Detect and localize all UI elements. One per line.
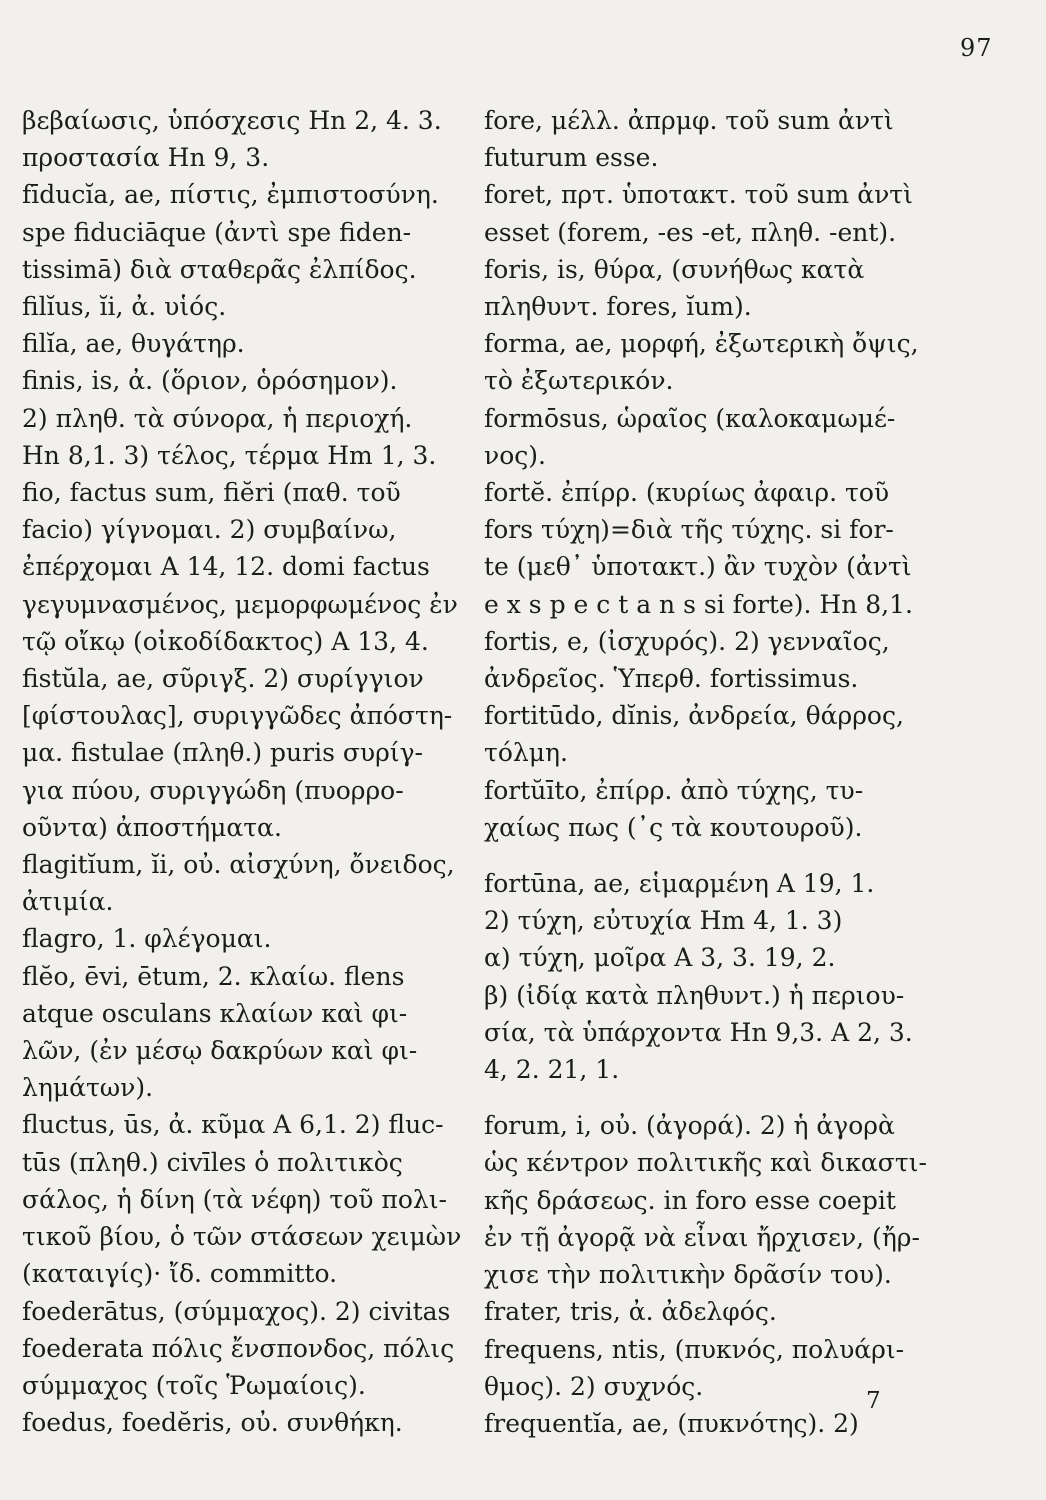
- text-line: filĭus, ĭi, ἀ. υἱός.: [22, 292, 227, 322]
- text-line: formōsus, ὡραῖος (καλοκαμωμέ-: [484, 403, 896, 433]
- text-line: flĕo, ēvi, ētum, 2. κλαίω. flens: [22, 961, 405, 991]
- text-line: frequens, ntis, (πυκνός, πολυάρι-: [484, 1334, 905, 1364]
- right-column: [484, 102, 927, 1442]
- text-line: fīducĭa, ae, πίστις, ἐμπιστοσύνη.: [22, 180, 439, 210]
- text-line: σάλος, ἡ δίνη (τὰ νέφη) τοῦ πολι-: [22, 1184, 447, 1214]
- text-line: frequentĭa, ae, (πυκνότης). 2): [484, 1408, 859, 1438]
- text-line: χαίως πως (᾽ς τὰ κουτουροῦ).: [484, 812, 863, 842]
- text-line: λῶν, (ἐν μέσῳ δακρύων καὶ φι-: [22, 1036, 418, 1066]
- text-line: τικοῦ βίου, ὁ τῶν στάσεων χειμὼν: [22, 1222, 462, 1252]
- text-line: βεβαίωσις, ὑπόσχεσις Hn 2, 4. 3.: [22, 106, 442, 135]
- line-gap: [484, 1088, 914, 1107]
- text-line: τῷ οἴκῳ (οἰκοδίδακτος) A 13, 4.: [22, 626, 429, 656]
- text-line: β) (ἰδίᾳ κατὰ πληθυντ.) ἡ περιου-: [484, 980, 905, 1010]
- text-line: fortŭīto, ἐπίρρ. ἀπὸ τύχης, τυ-: [484, 775, 864, 805]
- text-line: θμος). 2) συχνός.: [484, 1371, 704, 1401]
- text-line: esset (forem, -es -et, πληθ. -ent).: [484, 217, 897, 247]
- text-line: [φίστουλας], συριγγῶδες ἀπόστη-: [22, 701, 453, 731]
- text-line: filĭa, ae, θυγάτηρ.: [22, 329, 245, 359]
- text-line: fio, factus sum, fiĕri (παθ. τοῦ: [22, 478, 401, 508]
- text-line: προστασία Hn 9, 3.: [22, 143, 270, 173]
- text-line: tissimā) διὰ σταθερᾶς ἐλπίδος.: [22, 254, 417, 284]
- left-column: [22, 102, 460, 1441]
- line-gap: [484, 846, 914, 865]
- text-line: 2) πληθ. τὰ σύνορα, ἡ περιοχή.: [22, 403, 413, 433]
- text-line: fortĕ. ἐπίρρ. (κυρίως ἀφαιρ. τοῦ: [484, 478, 890, 508]
- text-line: 2) τύχη, εὐτυχία Hm 4, 1. 3): [484, 906, 843, 936]
- page-number: 97: [960, 34, 993, 62]
- text-line: οῦντα) ἀποστήματα.: [22, 812, 282, 842]
- text-line: te (μεθ᾽ ὑποτακτ.) ἂν τυχὸν (ἀντὶ: [484, 552, 912, 582]
- text-line: ἀτιμία.: [22, 887, 114, 917]
- text-line: spe fiduciāque (ἀντὶ spe fiden-: [22, 217, 412, 247]
- text-line: foret, πρτ. ὑποτακτ. τοῦ sum ἀντὶ: [484, 180, 913, 210]
- text-line: Hn 8,1. 3) τέλος, τέρμα Hm 1, 3.: [22, 440, 437, 470]
- text-line: forma, ae, μορφή, ἐξωτερικὴ ὄψις,: [484, 329, 919, 359]
- text-line: foris, is, θύρα, (συνήθως κατὰ: [484, 254, 865, 284]
- text-line: fore, μέλλ. ἀπρμφ. τοῦ sum ἀντὶ: [484, 106, 894, 135]
- text-line: ἐν τῇ ἀγορᾷ νὰ εἶναι ἤρχισεν, (ἤρ-: [484, 1222, 920, 1252]
- text-line: μα. fistulae (πληθ.) puris συρίγ-: [22, 738, 424, 768]
- text-line: flagro, 1. φλέγομαι.: [22, 924, 272, 954]
- text-line: facio) γίγνομαι. 2) συμβαίνω,: [22, 515, 397, 545]
- text-line: foederata πόλις ἔνσπονδος, πόλις: [22, 1333, 455, 1363]
- text-line: γεγυμνασμένος, μεμορφωμένος ἐν: [22, 589, 458, 619]
- text-line: 4, 2. 21, 1.: [484, 1055, 620, 1085]
- text-line: fluctus, ūs, ἀ. κῦμα A 6,1. 2) fluc-: [22, 1110, 444, 1140]
- text-line: fortis, e, (ἰσχυρός). 2) γενναῖος,: [484, 626, 890, 656]
- text-line: frater, tris, ἀ. ἀδελφός.: [484, 1297, 777, 1327]
- text-line: futurum esse.: [484, 143, 659, 173]
- text-line: ἀνδρεῖος. Ὑπερθ. fortissimus.: [484, 664, 859, 694]
- text-line: σύμμαχος (τοῖς Ῥωμαίοις).: [22, 1370, 366, 1400]
- signature-mark: 7: [866, 1388, 881, 1414]
- text-line: forum, i, οὐ. (ἀγορά). 2) ἡ ἀγορὰ: [484, 1111, 895, 1141]
- text-line: πληθυντ. fores, ĭum).: [484, 292, 752, 322]
- text-line: τόλμη.: [484, 738, 568, 768]
- text-line: τὸ ἐξωτερικόν.: [484, 366, 674, 396]
- text-line: (καταιγίς)· ἴδ. committo.: [22, 1259, 338, 1289]
- text-line: fistŭla, ae, σῦριγξ. 2) συρίγγιον: [22, 664, 424, 694]
- text-line: fortitūdo, dĭnis, ἀνδρεία, θάρρος,: [484, 701, 904, 731]
- text-line: νος).: [484, 440, 546, 470]
- text-line: foederātus, (σύμμαχος). 2) civitas: [22, 1296, 451, 1326]
- text-line: λημάτων).: [22, 1073, 154, 1103]
- text-line: e x s p e c t a n s si forte). Hn 8,1.: [484, 589, 913, 619]
- text-line: σία, τὰ ὑπάρχοντα Hn 9,3. A 2, 3.: [484, 1017, 913, 1047]
- text-line: χισε τὴν πολιτικὴν δρᾶσίν του).: [484, 1260, 892, 1290]
- text-line: ἐπέρχομαι A 14, 12. domi factus: [22, 552, 430, 582]
- text-line: flagitĭum, ĭi, οὐ. αἰσχύνη, ὄνειδος,: [22, 850, 455, 880]
- text-line: για πύου, συριγγώδη (πυορρο-: [22, 775, 404, 805]
- text-line: foedus, foedĕris, οὐ. συνθήκη.: [22, 1408, 403, 1438]
- text-line: fors τύχη)=διὰ τῆς τύχης. si for-: [484, 515, 894, 545]
- text-line: finis, is, ἀ. (ὅριον, ὁρόσημον).: [22, 366, 398, 396]
- text-line: κῆς δράσεως. in foro esse coepit: [484, 1185, 896, 1215]
- text-line: tūs (πληθ.) civīles ὁ πολιτικὸς: [22, 1147, 403, 1177]
- text-line: α) τύχη, μοῖρα A 3, 3. 19, 2.: [484, 943, 836, 973]
- text-line: fortūna, ae, εἱμαρμένη A 19, 1.: [484, 869, 875, 899]
- text-line: atque osculans κλαίων καὶ φι-: [22, 998, 408, 1028]
- text-line: ὡς κέντρον πολιτικῆς καὶ δικαστι-: [484, 1148, 927, 1178]
